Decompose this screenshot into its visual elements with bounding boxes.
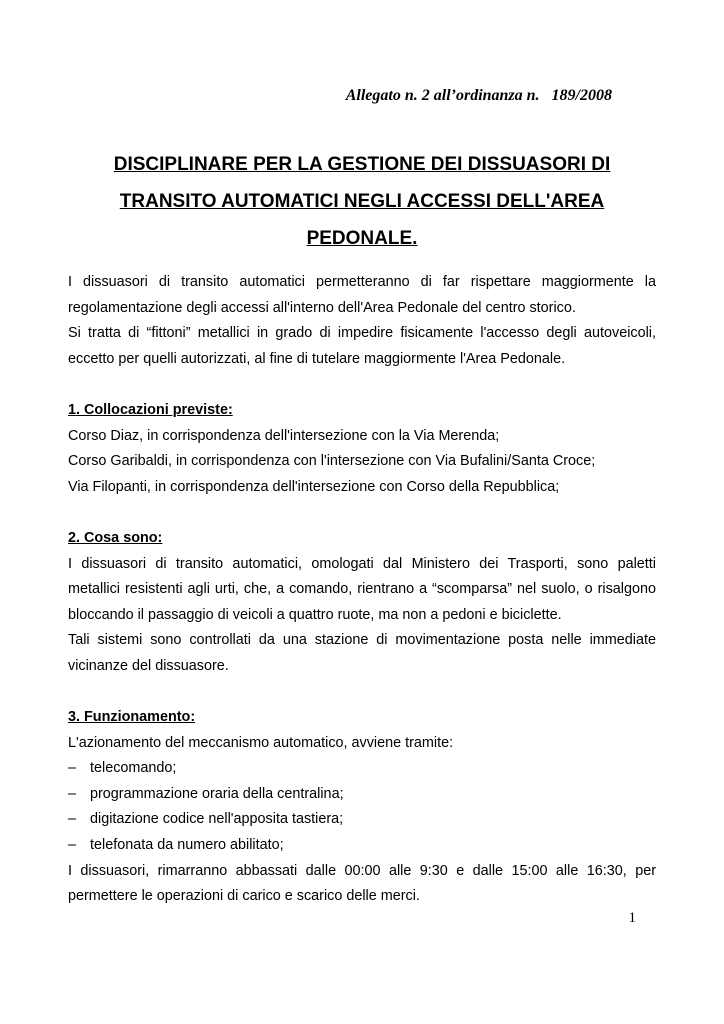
title-line-1: DISCIPLINARE PER LA GESTIONE DEI DISSUASORI DI <box>113 154 611 175</box>
dash-bullet: – <box>68 785 77 802</box>
section-2-line: Tali sistemi sono controllati da una stazione di movimentazione posta nelle immediate <box>68 632 656 649</box>
location-item: Corso Diaz, in corrispondenza dell'intersezione con la Via Merenda; <box>68 427 500 444</box>
spacer <box>68 680 656 706</box>
list-item <box>68 756 656 782</box>
dash-bullet: – <box>68 760 77 777</box>
spacer <box>68 500 656 526</box>
title-line-3: PEDONALE. <box>306 228 418 249</box>
intro-line: I dissuasori di transito automatici permetteranno di far rispettare maggiormente la <box>68 274 656 290</box>
list-item <box>68 807 656 833</box>
dash-bullet: – <box>68 811 77 828</box>
intro-line: Si tratta di “fittoni” metallici in grado di impedire fisicamente l'accesso degli autoveicoli, <box>68 325 656 342</box>
page-number: 1 <box>628 910 636 926</box>
list-item-text: telefonata da numero abilitato; <box>90 837 284 854</box>
section-1-heading: 1. Collocazioni previste: <box>68 401 233 418</box>
title-line-2: TRANSITO AUTOMATICI NEGLI ACCESSI DELL'AREA <box>119 191 605 212</box>
section-2-line: I dissuasori di transito automatici, omologati dal Ministero dei Trasporti, sono paletti <box>68 555 656 572</box>
section-2-heading: 2. Cosa sono: <box>68 529 163 546</box>
intro-line: regolamentazione degli accessi all'interno dell'Area Pedonale del centro storico. <box>68 299 576 316</box>
section-3-intro: L'azionamento del meccanismo automatico, avviene tramite: <box>68 734 454 751</box>
list-item-text: digitazione codice nell'apposita tastiera; <box>90 811 344 828</box>
spacer <box>68 372 656 398</box>
section-2-line: vicinanze del dissuasore. <box>68 657 229 674</box>
location-item: Corso Garibaldi, in corrispondenza con l'intersezione con Via Bufalini/Santa Croce; <box>68 453 596 470</box>
section-3-line: permettere le operazioni di carico e scarico delle merci. <box>68 888 420 905</box>
section-3-heading: 3. Funzionamento: <box>68 709 196 726</box>
location-item: Via Filopanti, in corrispondenza dell'intersezione con Corso della Repubblica; <box>68 478 560 495</box>
section-2-line: bloccando il passaggio di veicoli a quattro ruote, ma non a pedoni e biciclette. <box>68 606 562 623</box>
document-title <box>90 146 634 257</box>
list-item-text: telecomando; <box>90 760 177 777</box>
list-item-text: programmazione oraria della centralina; <box>90 785 344 802</box>
document-body <box>68 270 656 910</box>
intro-line: eccetto per quelli autorizzati, al fine di tutelare maggiormente l'Area Pedonale. <box>68 350 566 367</box>
list-item <box>68 833 656 859</box>
section-3-line: I dissuasori, rimarranno abbassati dalle 00:00 alle 9:30 e dalle 15:00 alle 16:30, per <box>68 862 656 879</box>
attachment-header: Allegato n. 2 all’ordinanza n. 189/2008 <box>345 87 612 104</box>
section-2-line: metallici resistenti agli urti, che, a comando, rientrano a “scomparsa” nel suolo, o risalgono <box>68 581 656 598</box>
dash-bullet: – <box>68 837 77 854</box>
list-item <box>68 782 656 808</box>
